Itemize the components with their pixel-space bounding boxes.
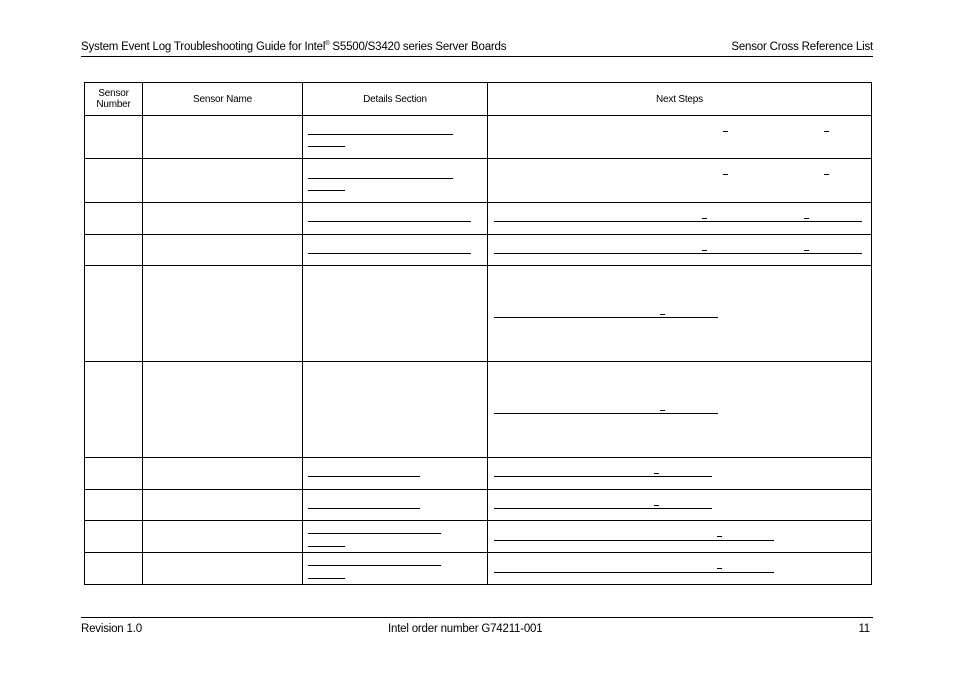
sensor-number-cell [85, 521, 143, 553]
table-row [85, 553, 872, 585]
sensor-name-cell [143, 362, 303, 458]
next-steps-cell [488, 362, 872, 458]
sensor-name-cell [143, 235, 303, 266]
table-row [85, 521, 872, 553]
table-row [85, 458, 872, 490]
sensor-name-cell [143, 521, 303, 553]
details-section-cell [303, 490, 488, 521]
sensor-number-cell [85, 116, 143, 159]
next-steps-cell [488, 490, 872, 521]
details-link[interactable] [308, 146, 345, 147]
table-row [85, 362, 872, 458]
section-title: Sensor Cross Reference List [731, 41, 873, 53]
page-footer [81, 617, 873, 635]
sensor-name-cell [143, 553, 303, 585]
next-steps-cell [488, 553, 872, 585]
next-steps-link[interactable] [494, 317, 718, 318]
details-link[interactable] [308, 565, 441, 566]
sensor-name-cell [143, 266, 303, 362]
next-steps-link[interactable] [494, 476, 712, 477]
sensor-name-cell [143, 159, 303, 203]
next-steps-link[interactable] [494, 508, 712, 509]
table-row [85, 203, 872, 235]
details-section-cell [303, 521, 488, 553]
document-title: System Event Log Troubleshooting Guide for Intel® S5500/S3420 series Server Boards [81, 41, 507, 53]
table-row [85, 266, 872, 362]
page-header [81, 40, 873, 57]
table-header-row [85, 83, 872, 116]
sensor-name-cell [143, 458, 303, 490]
col-header-next-steps: Next Steps [488, 83, 872, 116]
sensor-number-cell [85, 235, 143, 266]
details-section-cell [303, 116, 488, 159]
details-link[interactable] [308, 508, 420, 509]
sensor-number-cell [85, 490, 143, 521]
revision-label: Revision 1.0 [81, 623, 142, 635]
details-link[interactable] [308, 190, 345, 191]
next-steps-cell [488, 266, 872, 362]
details-section-cell [303, 553, 488, 585]
order-number: Intel order number G74211-001 [388, 623, 543, 635]
table-row [85, 235, 872, 266]
next-steps-link[interactable] [494, 253, 862, 254]
next-steps-cell [488, 458, 872, 490]
next-steps-link[interactable] [494, 413, 718, 414]
details-section-cell [303, 203, 488, 235]
next-steps-cell [488, 116, 872, 159]
details-section-cell [303, 362, 488, 458]
col-header-sensor-name: Sensor Name [143, 83, 303, 116]
table-row [85, 490, 872, 521]
sensor-name-cell [143, 490, 303, 521]
table-row [85, 116, 872, 159]
next-steps-cell [488, 203, 872, 235]
details-link[interactable] [308, 253, 471, 254]
sensor-number-cell [85, 458, 143, 490]
details-section-cell [303, 235, 488, 266]
next-steps-link[interactable] [494, 221, 862, 222]
sensor-number-cell [85, 362, 143, 458]
table-row [85, 159, 872, 203]
sensor-number-cell [85, 203, 143, 235]
sensor-name-cell [143, 116, 303, 159]
sensor-number-cell [85, 159, 143, 203]
registered-trademark: ® [325, 41, 330, 47]
details-link[interactable] [308, 578, 345, 579]
sensor-number-cell [85, 553, 143, 585]
next-steps-cell [488, 521, 872, 553]
details-link[interactable] [308, 178, 453, 179]
details-link[interactable] [308, 221, 471, 222]
details-link[interactable] [308, 546, 345, 547]
sensor-cross-reference-table [84, 82, 872, 585]
next-steps-cell [488, 235, 872, 266]
details-section-cell [303, 159, 488, 203]
details-section-cell [303, 458, 488, 490]
page-number: 11 [858, 623, 870, 635]
sensor-name-cell [143, 203, 303, 235]
details-link[interactable] [308, 533, 441, 534]
col-header-details-section: Details Section [303, 83, 488, 116]
col-header-sensor-number: Sensor Number [85, 83, 143, 116]
sensor-number-cell [85, 266, 143, 362]
next-steps-link[interactable] [494, 540, 774, 541]
details-link[interactable] [308, 476, 420, 477]
next-steps-cell [488, 159, 872, 203]
details-section-cell [303, 266, 488, 362]
next-steps-link[interactable] [494, 572, 774, 573]
details-link[interactable] [308, 134, 453, 135]
